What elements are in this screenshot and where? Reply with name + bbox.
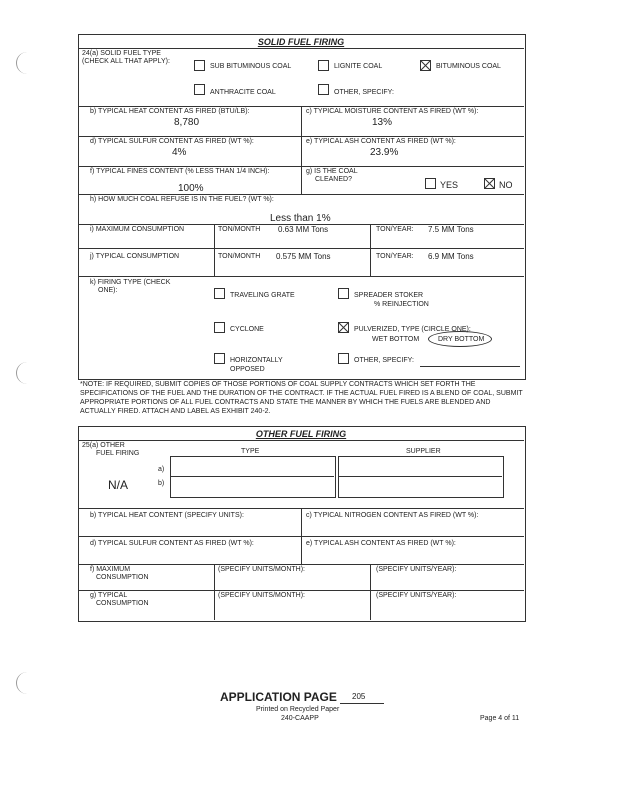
traveling-grate-checkbox[interactable] xyxy=(214,288,225,299)
other-solid-checkbox[interactable] xyxy=(318,84,329,95)
fuel-supplier-box xyxy=(338,456,504,498)
coal-cleaned-label: g) IS THE COAL xyxy=(306,168,358,175)
sulfur-content-value: 4% xyxy=(172,147,187,158)
other-sulfur-label: d) TYPICAL SULFUR CONTENT AS FIRED (WT %): xyxy=(90,540,254,547)
solid-fuel-title: SOLID FUEL FIRING xyxy=(257,37,345,47)
other-max-label: f) MAXIMUM xyxy=(90,566,131,573)
application-page-number: 205 xyxy=(352,692,366,701)
ash-content-label: e) TYPICAL ASH CONTENT AS FIRED (WT %): xyxy=(306,138,456,145)
sub-bituminous-checkbox[interactable] xyxy=(194,60,205,71)
max-consumption-label: i) MAXIMUM CONSUMPTION xyxy=(90,226,185,233)
q25a-label: 25(a) OTHER xyxy=(82,442,125,449)
typ-ton-month-label: TON/MONTH xyxy=(218,253,261,260)
dry-bottom-label[interactable]: DRY BOTTOM xyxy=(438,336,485,343)
max-ton-month-value: 0.63 MM Tons xyxy=(278,225,329,234)
max-ton-year-value: 7.5 MM Tons xyxy=(428,225,474,234)
form-number: 240-CAAPP xyxy=(281,715,319,722)
cleaned-no-label: NO xyxy=(499,180,513,190)
other-firing-checkbox[interactable] xyxy=(338,353,349,364)
fuel-b-label: b) xyxy=(158,480,165,487)
heat-content-value: 8,780 xyxy=(174,117,200,128)
typ-ton-month-value: 0.575 MM Tons xyxy=(276,252,331,261)
cleaned-yes-checkbox[interactable] xyxy=(425,178,436,189)
other-typ-label: g) TYPICAL xyxy=(90,592,128,599)
q24a-sub: (CHECK ALL THAT APPLY): xyxy=(82,58,170,65)
q24a-label: 24(a) SOLID FUEL TYPE xyxy=(82,50,161,57)
firing-type-label: k) FIRING TYPE (CHECK xyxy=(90,279,171,286)
other-nitrogen-label: c) TYPICAL NITROGEN CONTENT AS FIRED (WT %): xyxy=(306,512,479,519)
other-typ-label-2: CONSUMPTION xyxy=(96,600,149,607)
binder-hole-mark xyxy=(16,362,31,384)
bituminous-label: BITUMINOUS COAL xyxy=(436,63,501,70)
traveling-grate-label: TRAVELING GRATE xyxy=(230,292,295,299)
other-typ-month-label: (SPECIFY UNITS/MONTH): xyxy=(218,592,305,599)
wet-bottom-label: WET BOTTOM xyxy=(372,336,420,343)
lignite-label: LIGNITE COAL xyxy=(334,63,383,70)
other-max-label-2: CONSUMPTION xyxy=(96,574,149,581)
other-max-month-label: (SPECIFY UNITS/MONTH): xyxy=(218,566,305,573)
fuel-type-box xyxy=(170,456,336,498)
na-value: N/A xyxy=(108,478,129,492)
other-typ-year-label: (SPECIFY UNITS/YEAR): xyxy=(376,592,457,599)
cyclone-label: CYCLONE xyxy=(230,326,264,333)
pulverized-checkbox[interactable] xyxy=(338,322,349,333)
coal-contract-note: *NOTE: IF REQUIRED, SUBMIT COPIES OF THOSE PORTIONS OF COAL SUPPLY CONTRACTS WHICH SET FORTH THE SPECIFICATIONS OF THE FUEL AND THE DURATION OF THE CONTRACT. IF THE ACTUAL FUEL FIRED IS A BLEND OF COAL, SUBMIT APPROPRIATE PORTIONS OF ALL FUEL CONTRACTS AND STATE THE MANNER BY WHICH THE FUELS ARE BLENDED AND ACTUALLY FIRED. ATTACH AND LABEL AS EXHIBIT 240-2. xyxy=(80,381,523,415)
anthracite-checkbox[interactable] xyxy=(194,84,205,95)
fuel-a-label: a) xyxy=(158,466,165,473)
moisture-content-value: 13% xyxy=(372,117,393,128)
max-ton-year-label: TON/YEAR: xyxy=(376,226,414,233)
spreader-reinjection-label: % REINJECTION xyxy=(374,301,429,308)
q25a-sub: FUEL FIRING xyxy=(96,450,140,457)
anthracite-label: ANTHRACITE COAL xyxy=(210,89,276,96)
spreader-stoker-checkbox[interactable] xyxy=(338,288,349,299)
binder-hole-mark xyxy=(16,672,31,694)
moisture-content-label: c) TYPICAL MOISTURE CONTENT AS FIRED (WT %): xyxy=(306,108,479,115)
coal-cleaned-label-2: CLEANED? xyxy=(315,176,352,183)
typ-ton-year-label: TON/YEAR: xyxy=(376,253,414,260)
other-max-year-label: (SPECIFY UNITS/YEAR): xyxy=(376,566,457,573)
spreader-stoker-label: SPREADER STOKER xyxy=(354,292,424,299)
other-heat-label: b) TYPICAL HEAT CONTENT (SPECIFY UNITS): xyxy=(90,512,244,519)
horizontally-opposed-label: HORIZONTALLY xyxy=(230,357,283,364)
max-ton-month-label: TON/MONTH xyxy=(218,226,261,233)
sub-bituminous-label: SUB BITUMINOUS COAL xyxy=(210,63,292,70)
other-ash-label: e) TYPICAL ASH CONTENT AS FIRED (WT %): xyxy=(306,540,456,547)
horizontally-opposed-label-2: OPPOSED xyxy=(230,366,265,373)
recycled-paper-note: Printed on Recycled Paper xyxy=(256,706,340,713)
supplier-header: SUPPLIER xyxy=(406,448,441,455)
firing-type-label-2: ONE): xyxy=(98,287,118,294)
horizontally-opposed-checkbox[interactable] xyxy=(214,353,225,364)
typ-ton-year-value: 6.9 MM Tons xyxy=(428,252,474,261)
cleaned-no-checkbox[interactable] xyxy=(484,178,495,189)
cleaned-yes-label: YES xyxy=(440,180,459,190)
application-page-label: APPLICATION PAGE xyxy=(220,690,337,704)
heat-content-label: b) TYPICAL HEAT CONTENT AS FIRED (BTU/LB): xyxy=(90,108,250,115)
other-fuel-title: OTHER FUEL FIRING xyxy=(255,429,347,439)
other-firing-label: OTHER, SPECIFY: xyxy=(354,357,414,364)
type-header: TYPE xyxy=(241,448,260,455)
sulfur-content-label: d) TYPICAL SULFUR CONTENT AS FIRED (WT %): xyxy=(90,138,254,145)
pulverized-label: PULVERIZED, TYPE (CIRCLE ONE): xyxy=(354,326,471,333)
coal-refuse-label: h) HOW MUCH COAL REFUSE IS IN THE FUEL? (WT %): xyxy=(90,196,274,203)
lignite-checkbox[interactable] xyxy=(318,60,329,71)
ash-content-value: 23.9% xyxy=(370,147,399,158)
typ-consumption-label: j) TYPICAL CONSUMPTION xyxy=(90,253,180,260)
bituminous-checkbox[interactable] xyxy=(420,60,431,71)
page-of-total: Page 4 of 11 xyxy=(480,715,520,722)
binder-hole-mark xyxy=(16,52,31,74)
fines-content-label: f) TYPICAL FINES CONTENT (% LESS THAN 1/4 INCH): xyxy=(90,168,270,175)
cyclone-checkbox[interactable] xyxy=(214,322,225,333)
coal-refuse-value: Less than 1% xyxy=(270,213,331,224)
other-solid-label: OTHER, SPECIFY: xyxy=(334,89,394,96)
fines-content-value: 100% xyxy=(178,183,204,194)
